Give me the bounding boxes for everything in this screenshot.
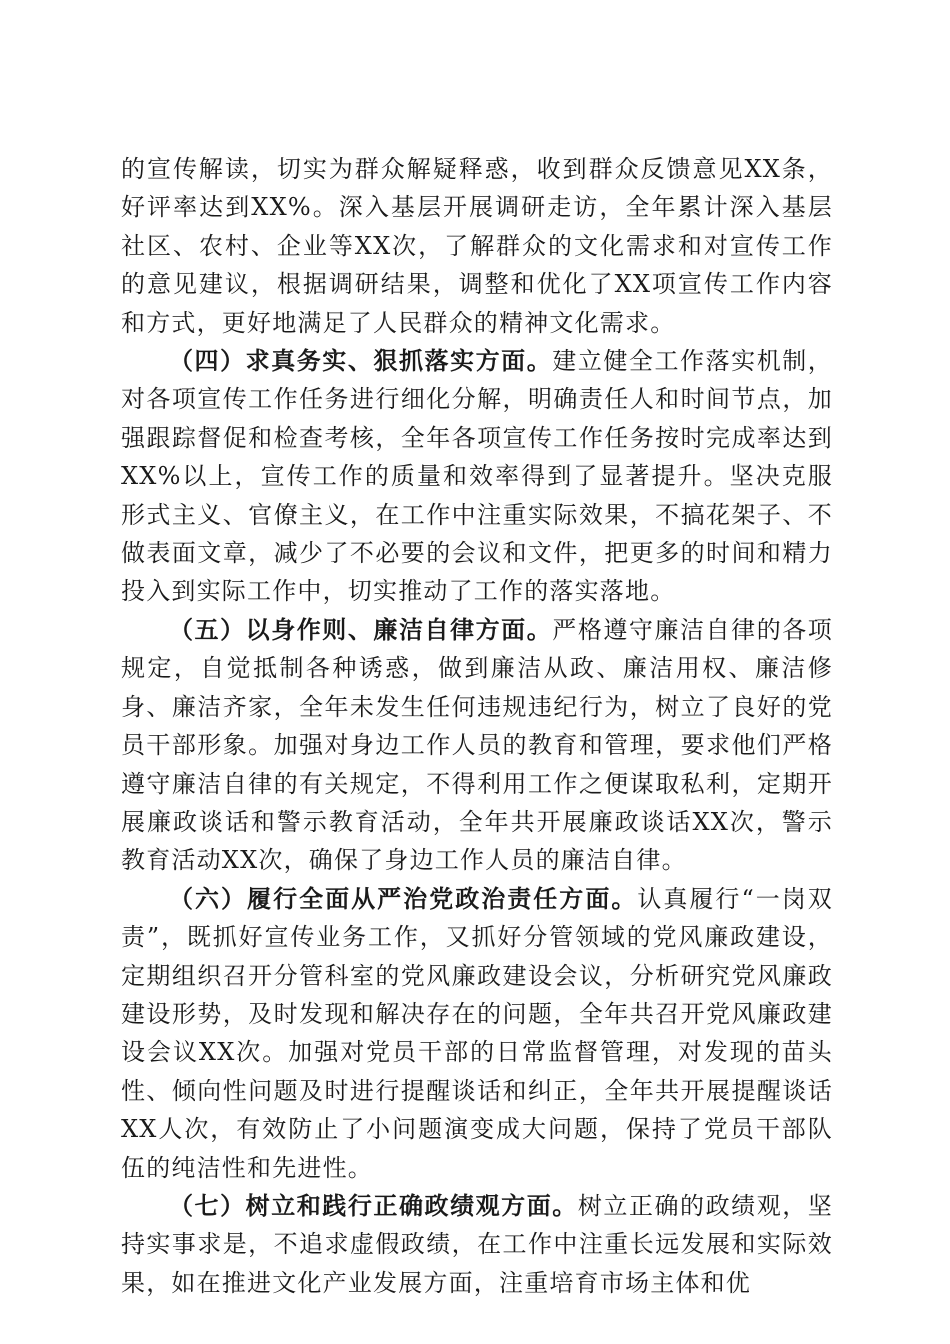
paragraph-text: 树立正确的政绩观，坚持实事求是，不追求虚假政绩，在工作中注重长远发展和实际效果，如在推进文化产业发展方面，注重培育市场主体和优 <box>121 1191 834 1297</box>
paragraph-lead: （六）履行全面从严治党政治责任方面。 <box>169 883 638 913</box>
paragraph-lead: （五）以身作则、廉洁自律方面。 <box>169 614 553 644</box>
paragraph-continuation <box>121 150 833 342</box>
paragraph-text: 认真履行“一岗双责”，既抓好宣传业务工作，又抓好分管领域的党风廉政建设，定期组织召开分管科室的党风廉政建设会议，分析研究党风廉政建设形势，及时发现和解决存在的问题，全年共召开党风廉政建设会议XX次。加强对党员干部的日常监督管理，对发现的苗头性、倾向性问题及时进行提醒谈话和纠正，全年共开展提醒谈话XX人次，有效防止了小问题演变成大问题，保持了党员干部队伍的纯洁性和先进性。 <box>121 884 833 1182</box>
paragraph-section-5 <box>121 611 833 880</box>
paragraph-lead: （七）树立和践行正确政绩观方面。 <box>169 1190 578 1220</box>
paragraph-text: 建立健全工作落实机制，对各项宣传工作任务进行细化分解，明确责任人和时间节点，加强跟踪督促和检查考核，全年各项宣传工作任务按时完成率达到XX%以上，宣传工作的质量和效率得到了显著提升。坚决克服形式主义、官僚主义，在工作中注重实际效果，不搞花架子、不做表面文章，减少了不必要的会议和文件，把更多的时间和精力投入到实际工作中，切实推动了工作的落实落地。 <box>121 347 833 606</box>
paragraph-text: 严格遵守廉洁自律的各项规定，自觉抵制各种诱惑，做到廉洁从政、廉洁用权、廉洁修身、廉洁齐家，全年未发生任何违规违纪行为，树立了良好的党员干部形象。加强对身边工作人员的教育和管理，要求他们严格遵守廉洁自律的有关规定，不得利用工作之便谋取私利，定期开展廉政谈话和警示教育活动，全年共开展廉政谈话XX次，警示教育活动XX次，确保了身边工作人员的廉洁自律。 <box>121 615 833 875</box>
document-body <box>121 150 833 1302</box>
paragraph-section-7 <box>121 1187 833 1302</box>
paragraph-section-6 <box>121 880 833 1187</box>
paragraph-text: 的宣传解读，切实为群众解疑释惑，收到群众反馈意见XX条，好评率达到XX%。深入基层开展调研走访，全年累计深入基层社区、农村、企业等XX次，了解群众的文化需求和对宣传工作的意见建议，根据调研结果，调整和优化了XX项宣传工作内容和方式，更好地满足了人民群众的精神文化需求。 <box>121 155 833 337</box>
paragraph-section-4 <box>121 342 833 611</box>
paragraph-lead: （四）求真务实、狠抓落实方面。 <box>169 346 553 376</box>
